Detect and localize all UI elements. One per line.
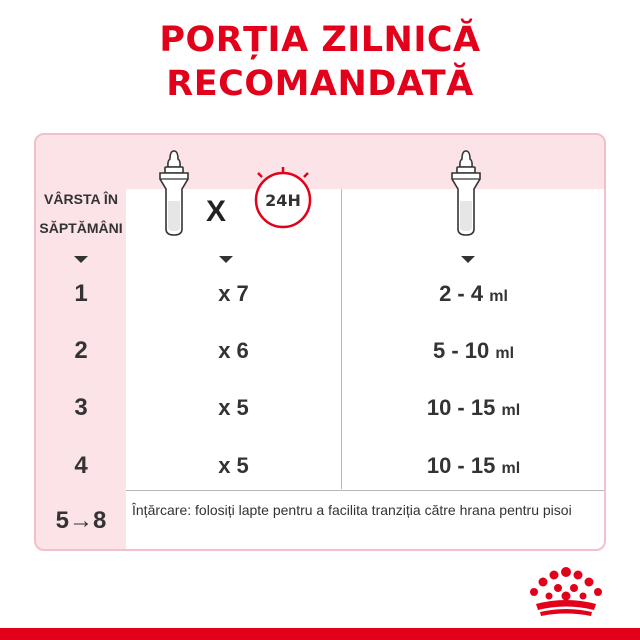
baby-bottle-icon [156,149,192,239]
feeds-cell: x 5 [218,395,249,420]
amount-value: 5 - 10 [432,338,490,363]
age-cell: 3 [74,394,88,421]
brand-bar [0,628,640,640]
amount-cell [341,338,606,364]
age-header-line-1: VÂRSTA ÎN [44,191,118,207]
feeds-cell: x 5 [218,453,249,478]
age-cell: 4 [74,452,88,479]
unit-label: ml [501,402,521,419]
amount-value: 10 - 15 [426,395,496,420]
age-cell: 2 [74,337,88,364]
clock-24h-icon [250,165,316,231]
arrow-down-icon [74,256,88,263]
feeding-table [34,133,606,551]
feeds-cell: x 6 [218,338,249,363]
page-title: PORȚIA ZILNICĂ RECOMANDATĂ [159,20,481,104]
amount-cell [341,281,606,307]
arrow-down-icon [219,256,233,263]
amount-cell [341,453,606,479]
weaning-note: Înțărcare: folosiți lapte pentru a facilita tranziția către hrana pentru pisoi [132,502,572,518]
amount-cell [341,395,606,421]
unit-label: ml [489,288,508,305]
age-header-line-2: SĂPTĂMÂNI [39,220,123,236]
clock-label: 24H [265,191,301,210]
crown-logo-icon [524,566,608,618]
row-divider [126,490,604,491]
table-body [126,189,604,549]
amount-value: 2 - 4 [439,281,484,306]
unit-label: ml [501,460,521,477]
age-cell: 1 [74,280,88,307]
age-header [36,185,126,243]
arrow-down-icon [461,256,475,263]
amount-value: 10 - 15 [426,453,496,478]
baby-bottle-icon [448,149,484,239]
unit-label: ml [495,345,515,362]
times-icon: X [206,195,227,228]
weaning-age-cell: 5→8 [55,507,107,534]
feeds-cell: x 7 [218,281,249,306]
